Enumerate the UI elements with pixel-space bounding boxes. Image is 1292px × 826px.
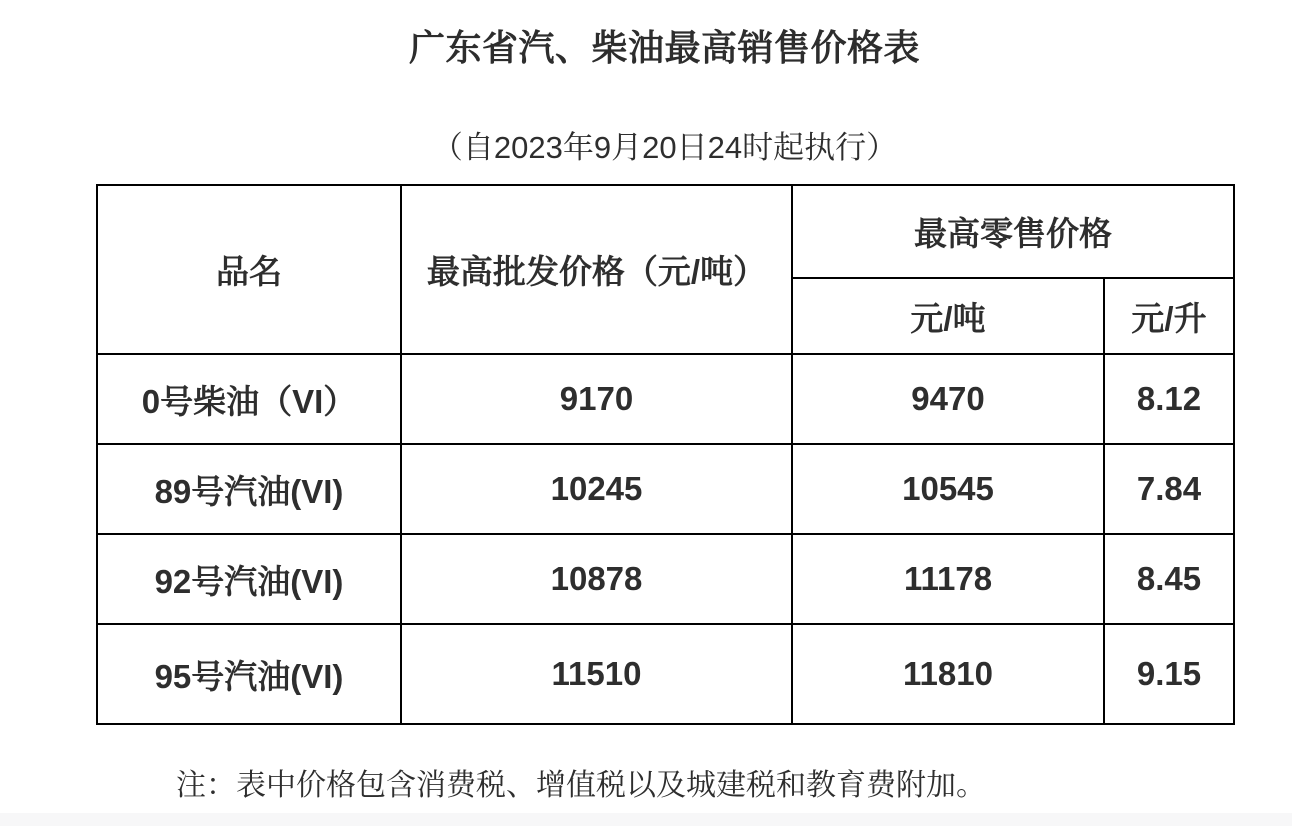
header-product-name: 品名 bbox=[97, 185, 401, 354]
bottom-edge-strip bbox=[0, 813, 1292, 826]
wholesale-price-cell: 9170 bbox=[401, 354, 792, 444]
product-name-cell: 0号柴油（VI） bbox=[97, 354, 401, 444]
table-row-gasoline-89 bbox=[97, 444, 1234, 534]
header-max-wholesale-price: 最高批发价格（元/吨） bbox=[401, 185, 792, 354]
retail-price-ton-cell: 11178 bbox=[792, 534, 1104, 624]
retail-price-ton-cell: 9470 bbox=[792, 354, 1104, 444]
table-row-gasoline-92 bbox=[97, 534, 1234, 624]
table-row-diesel-0 bbox=[97, 354, 1234, 444]
retail-price-ton-cell: 11810 bbox=[792, 624, 1104, 724]
table-row-gasoline-95 bbox=[97, 624, 1234, 724]
product-name-cell: 92号汽油(VI) bbox=[97, 534, 401, 624]
product-name-cell: 95号汽油(VI) bbox=[97, 624, 401, 724]
retail-price-liter-cell: 8.45 bbox=[1104, 534, 1234, 624]
wholesale-price-cell: 11510 bbox=[401, 624, 792, 724]
price-table bbox=[96, 184, 1235, 725]
wholesale-price-cell: 10878 bbox=[401, 534, 792, 624]
product-name-cell: 89号汽油(VI) bbox=[97, 444, 401, 534]
effective-date-subtitle: （自2023年9月20日24时起执行） bbox=[431, 130, 898, 165]
retail-price-liter-cell: 8.12 bbox=[1104, 354, 1234, 444]
retail-price-liter-cell: 9.15 bbox=[1104, 624, 1234, 724]
header-yuan-per-ton: 元/吨 bbox=[792, 278, 1104, 354]
page-title: 广东省汽、柴油最高销售价格表 bbox=[408, 27, 920, 68]
document-body bbox=[96, 0, 1233, 805]
retail-price-ton-cell: 10545 bbox=[792, 444, 1104, 534]
wholesale-price-cell: 10245 bbox=[401, 444, 792, 534]
retail-price-liter-cell: 7.84 bbox=[1104, 444, 1234, 534]
header-max-retail-price: 最高零售价格 bbox=[792, 185, 1234, 278]
header-yuan-per-liter: 元/升 bbox=[1104, 278, 1234, 354]
footnote: 注：表中价格包含消费税、增值税以及城建税和教育费附加。 bbox=[176, 769, 986, 802]
